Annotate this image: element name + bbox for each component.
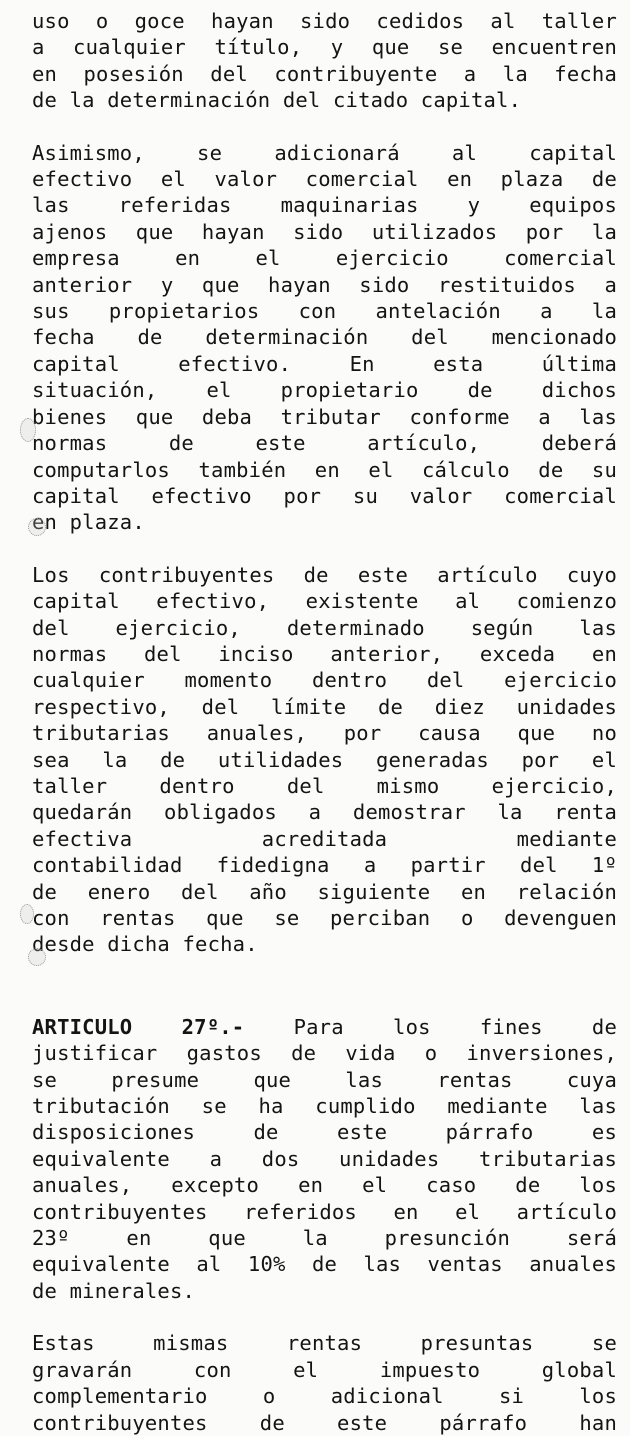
text-line: tributación se ha cumplido mediante las <box>32 1094 617 1119</box>
text-line: disposiciones de este párrafo es <box>32 1120 617 1145</box>
text-line: capital efectivo por su valor comercial <box>32 483 617 508</box>
text-line: contabilidad fidedigna a partir del 1º <box>32 853 617 878</box>
text-line: sus propietarios con antelación a la <box>32 299 617 324</box>
text-line: anterior y que hayan sido restituidos a <box>32 272 617 297</box>
text-line: efectiva acreditada mediante <box>32 826 617 851</box>
scan-blot-4 <box>28 948 46 966</box>
text-line: Los contribuyentes de este artículo cuyo <box>32 562 617 587</box>
text-line: sea la de utilidades generadas por el <box>32 747 617 772</box>
paragraph-2 <box>32 140 617 536</box>
text-line: las referidas maquinarias y equipos <box>32 193 617 218</box>
text-line: Estas mismas rentas presuntas se <box>32 1331 617 1356</box>
text-line: taller dentro del mismo ejercicio, <box>32 773 617 798</box>
text-line: efectivo el valor comercial en plaza de <box>32 167 617 192</box>
text-line: capital efectivo. En esta última <box>32 351 617 376</box>
paragraph-1 <box>32 8 617 114</box>
text-line: ajenos que hayan sido utilizados por la <box>32 219 617 244</box>
text-line: capital efectivo, existente al comienzo <box>32 589 617 614</box>
text-line: en posesión del contribuyente a la fecha <box>32 61 617 86</box>
text-line: cualquier momento dentro del ejercicio <box>32 668 617 693</box>
article-heading: ARTICULO 27º.- <box>32 1014 245 1039</box>
text-line: desde dicha fecha. <box>32 932 258 957</box>
text-line: empresa en el ejercicio comercial <box>32 246 617 271</box>
text-line: de enero del año siguiente en relación <box>32 879 617 904</box>
text-line: normas de este artículo, deberá <box>32 431 617 456</box>
text-line: normas del inciso anterior, exceda en <box>32 641 617 666</box>
scan-blot-2 <box>28 518 46 536</box>
text-line: respectivo, del límite de diez unidades <box>32 694 617 719</box>
text-line: quedarán obligados a demostrar la renta <box>32 800 617 825</box>
text-line: se presume que las rentas cuya <box>32 1067 617 1092</box>
text-line: complementario o adicional si los <box>32 1384 617 1409</box>
text-line: 23º en que la presunción será <box>32 1226 617 1251</box>
text-line: Para los fines de <box>244 1014 617 1039</box>
text-line: gravarán con el impuesto global <box>32 1357 617 1382</box>
text-line: equivalente a dos unidades tributarias <box>32 1146 617 1171</box>
scan-blot-1 <box>20 418 36 442</box>
text-line: en plaza. <box>32 510 145 535</box>
text-line: Asimismo, se adicionará al capital <box>32 140 617 165</box>
text-line: equivalente al 10% de las ventas anuales <box>32 1252 617 1277</box>
text-line: de minerales. <box>32 1278 196 1303</box>
text-line: computarlos también en el cálculo de su <box>32 457 617 482</box>
text-line: situación, el propietario de dichos <box>32 378 617 403</box>
article-27 <box>32 1014 617 1304</box>
text-line: anuales, excepto en el caso de los <box>32 1173 617 1198</box>
text-line: de la determinación del citado capital. <box>32 88 522 113</box>
text-line: bienes que deba tributar conforme a las <box>32 404 617 429</box>
text-line: fecha de determinación del mencionado <box>32 325 617 350</box>
text-line: uso o goce hayan sido cedidos al taller <box>32 9 617 33</box>
text-line: del ejercicio, determinado según las <box>32 615 617 640</box>
text-line: tributarias anuales, por causa que no <box>32 721 617 746</box>
article-first-line <box>32 1014 617 1040</box>
text-line: justificar gastos de vida o inversiones, <box>32 1041 617 1066</box>
text-line: a cualquier título, y que se encuentren <box>32 35 617 60</box>
paragraph-3 <box>32 562 617 958</box>
text-line: contribuyentes de este párrafo han <box>32 1410 617 1435</box>
text-line: contribuyentes referidos en el artículo <box>32 1199 617 1224</box>
document-page <box>32 8 617 1436</box>
text-line: con rentas que se perciban o devenguen <box>32 906 617 930</box>
paragraph-5 <box>32 1330 617 1436</box>
scan-blot-3 <box>20 904 34 924</box>
